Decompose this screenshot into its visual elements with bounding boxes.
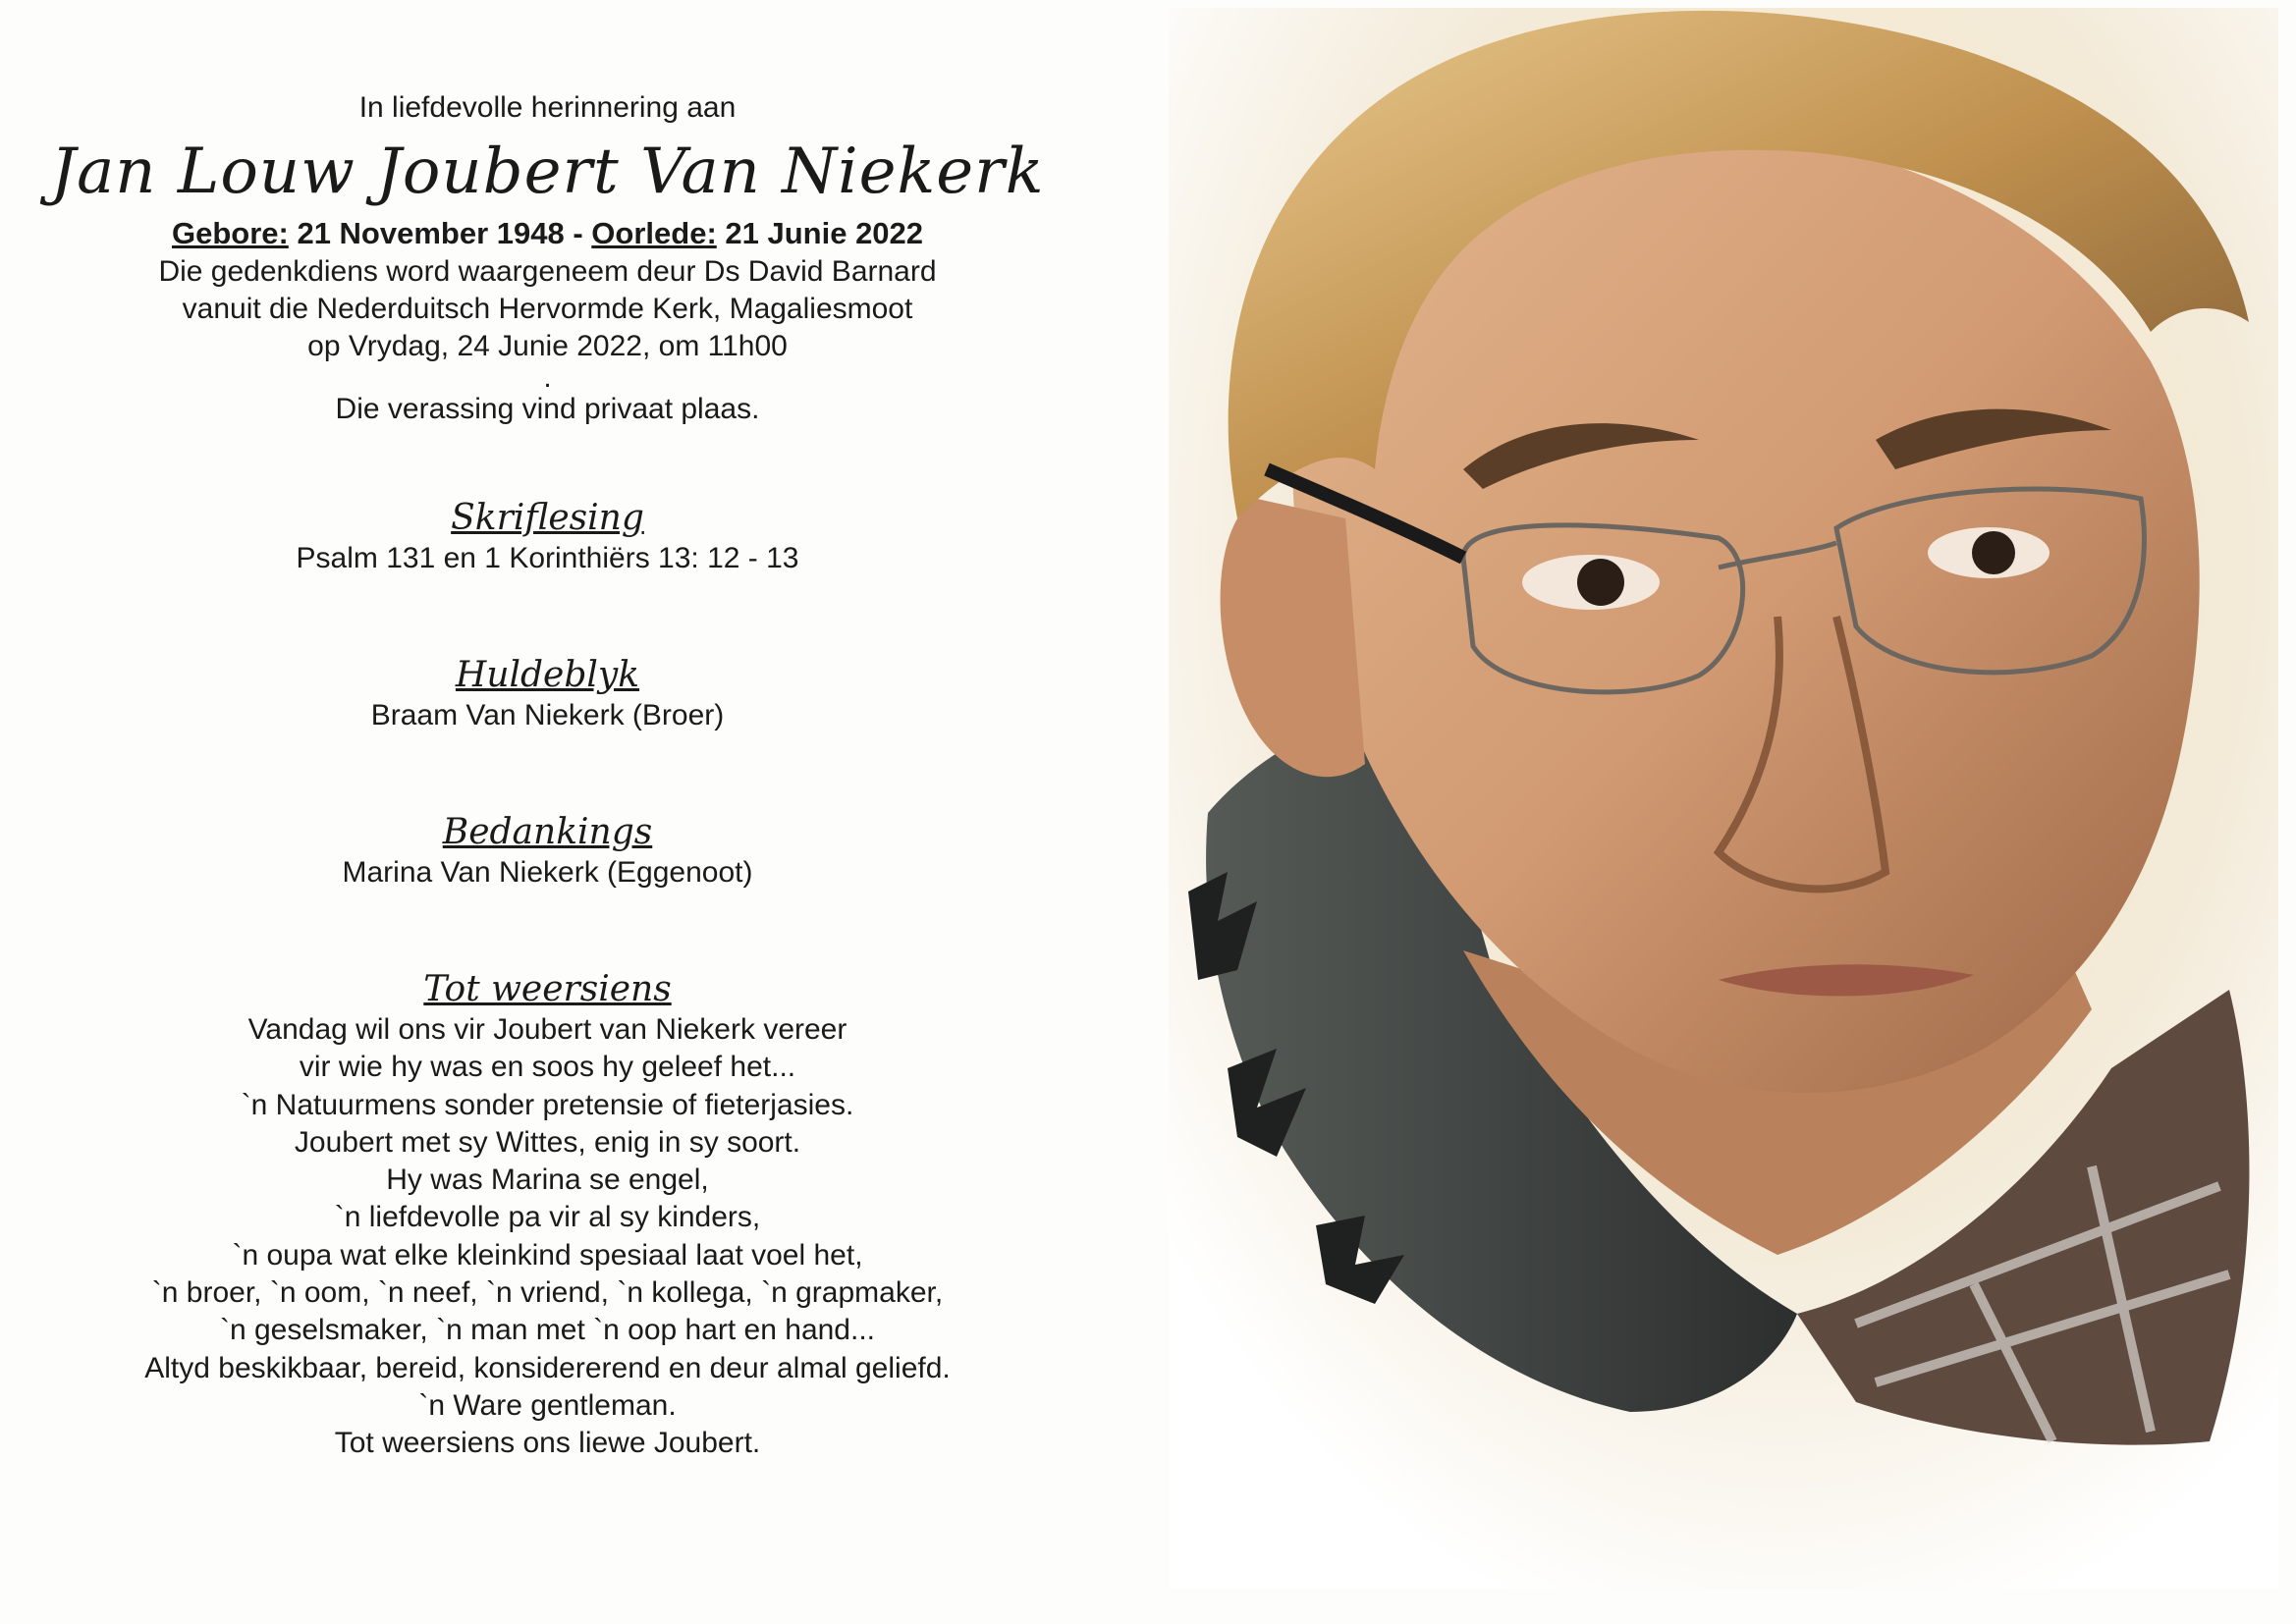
text-column bbox=[39, 88, 1056, 1463]
service-line-3: op Vrydag, 24 Junie 2022, om 11h00 bbox=[307, 330, 788, 362]
poem-line: Tot weersiens ons liewe Joubert. bbox=[334, 1427, 761, 1460]
poem-title: Tot weersiens bbox=[423, 969, 672, 1009]
poem-line: `n broer, `n oom, `n neef, `n vriend, `n kollega, `n grapmaker, bbox=[151, 1276, 944, 1310]
died-label: Oorlede: bbox=[591, 216, 717, 250]
service-line-2: vanuit die Nederduitsch Hervormde Kerk, Magaliesmoot bbox=[182, 293, 913, 325]
portrait-painting bbox=[1169, 8, 2278, 1589]
poem-line: Vandag wil ons vir Joubert van Niekerk vereer bbox=[247, 1013, 847, 1046]
poem-body bbox=[39, 1011, 1056, 1463]
section-text-huldeblyk: Braam Van Niekerk (Broer) bbox=[370, 699, 725, 731]
section-title-bedankings: Bedankings bbox=[442, 812, 653, 852]
life-dates bbox=[39, 214, 1056, 253]
spacer bbox=[39, 892, 1056, 968]
intro-text: In liefdevolle herinnering aan bbox=[358, 91, 737, 124]
cremation-note: Die verassing vind privaat plaas. bbox=[335, 393, 760, 425]
spacer bbox=[39, 734, 1056, 811]
poem-line: Altyd beskikbaar, bereid, konsidererend en deur almal geliefd. bbox=[144, 1351, 951, 1384]
poem-line: Hy was Marina se engel, bbox=[386, 1164, 709, 1197]
separator-dot: . bbox=[543, 361, 552, 394]
spacer bbox=[39, 428, 1056, 497]
section-title-skriflesing: Skriflesing bbox=[451, 498, 644, 538]
service-line-1: Die gedenkdiens word waargeneem deur Ds David Barnard bbox=[158, 255, 937, 288]
born-date: 21 November 1948 - bbox=[297, 216, 583, 250]
poem-line: `n Ware gentleman. bbox=[418, 1388, 677, 1422]
poem-line: `n geselsmaker, `n man met `n oop hart en hand... bbox=[219, 1314, 876, 1347]
right-iris bbox=[1972, 531, 2015, 574]
left-iris bbox=[1577, 559, 1624, 606]
died-date: 21 Junie 2022 bbox=[725, 216, 924, 250]
poem-line: `n Natuurmens sonder pretensie of fieterjasies. bbox=[241, 1088, 854, 1121]
section-title-huldeblyk: Huldeblyk bbox=[455, 655, 640, 695]
section-text-skriflesing: Psalm 131 en 1 Korinthiërs 13: 12 - 13 bbox=[296, 542, 799, 574]
poem-line: `n liefdevolle pa vir al sy kinders, bbox=[334, 1201, 761, 1234]
section-text-bedankings: Marina Van Niekerk (Eggenoot) bbox=[342, 856, 753, 889]
poem-line: Joubert met sy Wittes, enig in sy soort. bbox=[294, 1125, 801, 1159]
poem-line: `n oupa wat elke kleinkind spesiaal laat voel het, bbox=[232, 1238, 863, 1272]
spacer bbox=[39, 577, 1056, 654]
born-label: Gebore: bbox=[171, 216, 289, 250]
poem-line: vir wie hy was en soos hy geleef het... bbox=[299, 1051, 796, 1084]
deceased-name: Jan Louw Joubert Van Niekerk bbox=[50, 135, 1045, 208]
